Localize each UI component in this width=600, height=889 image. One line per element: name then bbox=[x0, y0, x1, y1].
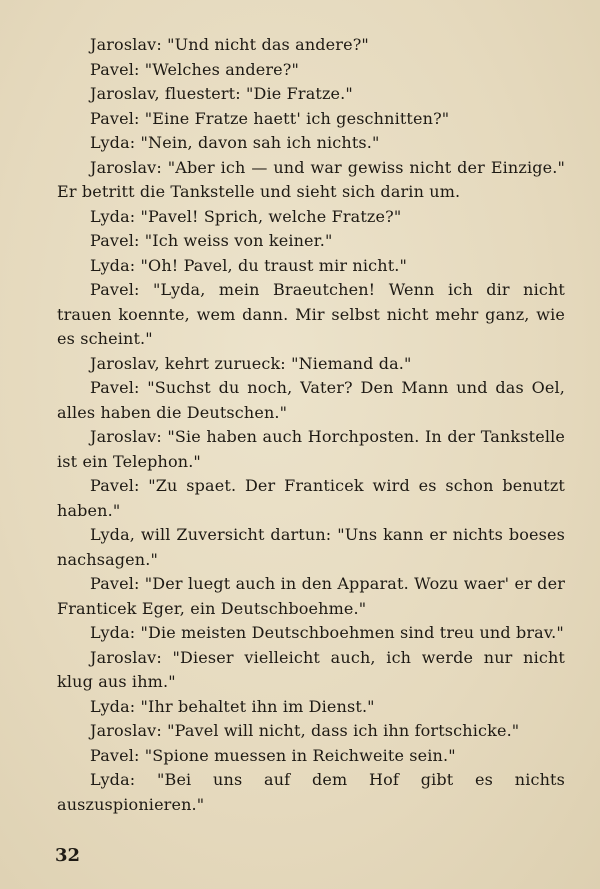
paragraph: Pavel: "Der luegt auch in den Apparat. Wozu waer' er der Franticek Eger, ein Deutschboehme." bbox=[57, 574, 565, 618]
paragraph: Pavel: "Ich weiss von keiner." bbox=[90, 231, 333, 250]
paragraph: Jaroslav: "Pavel will nicht, dass ich ihn fortschicke." bbox=[90, 721, 520, 740]
paragraph: Jaroslav: "Aber ich — und war gewiss nicht der Einzige." Er betritt die Tankstelle und sieht sich darin um. bbox=[57, 157, 565, 201]
paragraph: Jaroslav, fluestert: "Die Fratze." bbox=[90, 84, 353, 103]
paragraph: Pavel: "Suchst du noch, Vater? Den Mann und das Oel, alles haben die Deutschen." bbox=[57, 378, 565, 422]
paragraph: Pavel: "Spione muessen in Reichweite sein." bbox=[90, 745, 456, 765]
paragraph: Pavel: "Eine Fratze haett' ich geschnitten?" bbox=[90, 108, 450, 128]
paragraph: Lyda: "Pavel! Sprich, welche Fratze?" bbox=[90, 206, 402, 226]
paragraph: Lyda, will Zuversicht dartun: "Uns kann er nichts boeses nachsagen." bbox=[57, 525, 565, 569]
page-number: 32 bbox=[55, 845, 81, 866]
paragraph: Lyda: "Nein, davon sah ich nichts." bbox=[90, 133, 380, 152]
paragraph: Lyda: "Bei uns auf dem Hof gibt es nichts auszuspionieren." bbox=[57, 770, 565, 814]
paragraph: Pavel: "Lyda, mein Braeutchen! Wenn ich dir nicht trauen koennte, wem dann. Mir selbst nicht mehr ganz, wie es scheint." bbox=[57, 280, 565, 348]
page-text bbox=[57, 33, 565, 817]
paragraph: Pavel: "Welches andere?" bbox=[90, 59, 300, 79]
paragraph: Jaroslav: "Dieser vielleicht auch, ich werde nur nicht klug aus ihm." bbox=[57, 647, 565, 691]
paragraph: Lyda: "Ihr behaltet ihn im Dienst." bbox=[90, 696, 375, 716]
paragraph: Lyda: "Die meisten Deutschboehmen sind treu und brav." bbox=[90, 623, 564, 642]
paragraph: Pavel: "Zu spaet. Der Franticek wird es schon benutzt haben." bbox=[57, 476, 565, 520]
paragraph: Lyda: "Oh! Pavel, du traust mir nicht." bbox=[90, 255, 408, 275]
paragraph: Jaroslav: "Sie haben auch Horchposten. In der Tankstelle ist ein Telephon." bbox=[57, 427, 565, 471]
paragraph: Jaroslav, kehrt zurueck: "Niemand da." bbox=[90, 353, 412, 373]
paragraph: Jaroslav: "Und nicht das andere?" bbox=[90, 35, 369, 54]
